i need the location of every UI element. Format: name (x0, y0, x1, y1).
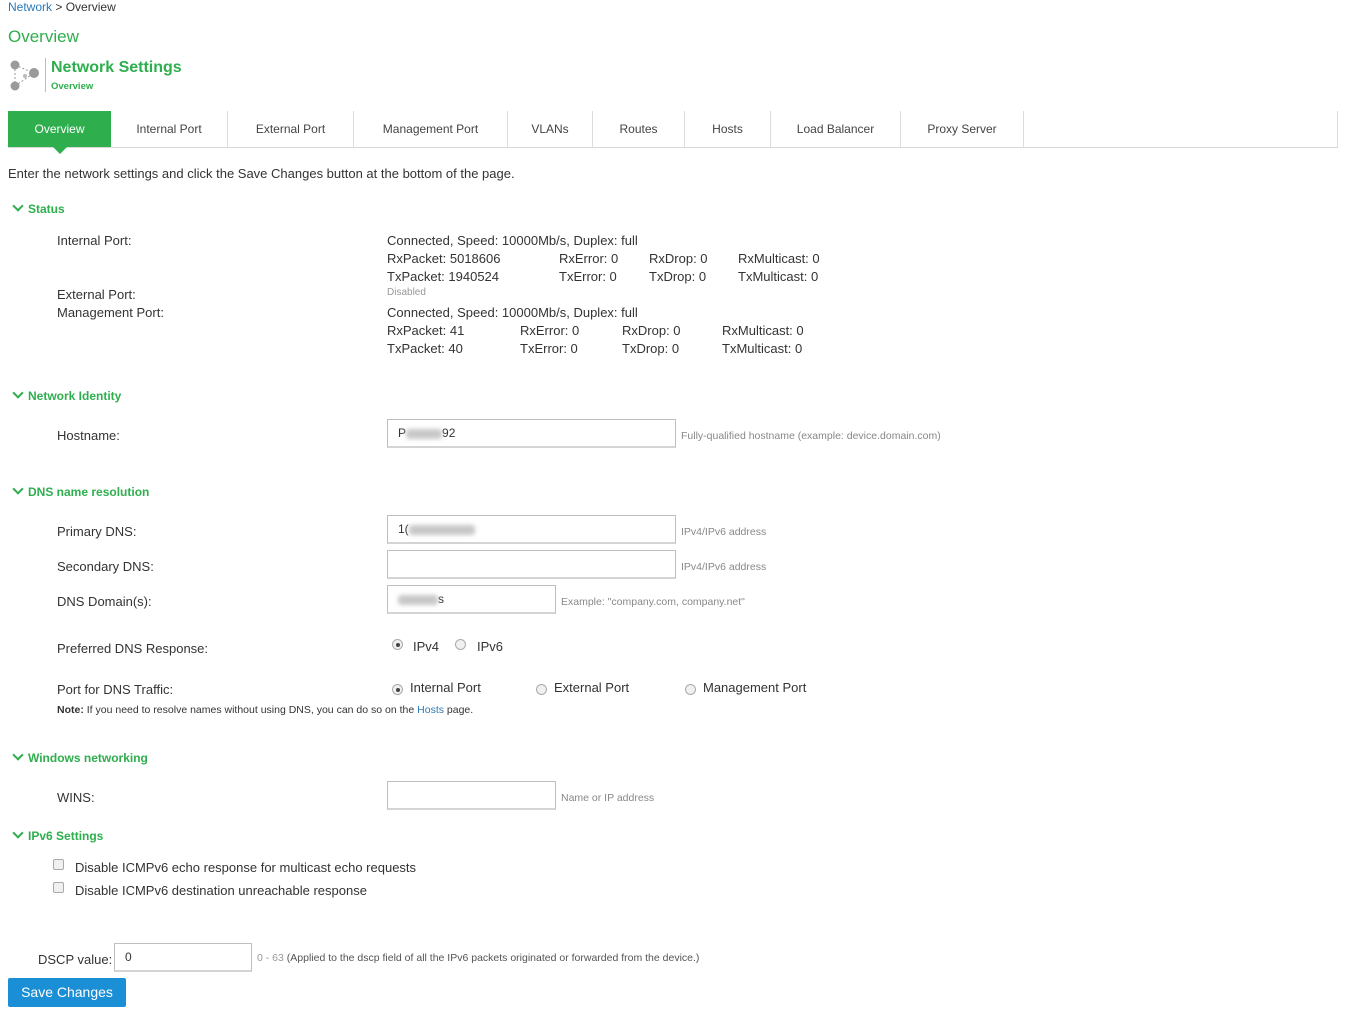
internal-rx-error: RxError: 0 (559, 251, 619, 266)
breadcrumb-network-link[interactable]: Network (8, 0, 53, 14)
dns-note (57, 704, 473, 716)
external-port-label: External Port: (57, 287, 136, 302)
dns-domain-label: DNS Domain(s): (57, 594, 152, 609)
tab-hosts[interactable]: Hosts (685, 111, 771, 147)
internal-rx-drop: RxDrop: 0 (649, 251, 708, 266)
redacted-text (406, 429, 442, 439)
secondary-dns-input[interactable] (387, 550, 676, 579)
tab-load-balancer[interactable]: Load Balancer (771, 111, 901, 147)
chevron-down-icon (12, 387, 23, 398)
radio-ipv4[interactable] (392, 639, 403, 650)
management-tx-drop: TxDrop: 0 (622, 341, 680, 356)
tab-proxy-server[interactable]: Proxy Server (901, 111, 1024, 147)
network-nodes-icon (8, 59, 42, 93)
management-rx-packet: RxPacket: 41 (387, 323, 465, 338)
management-rx-error: RxError: 0 (520, 323, 580, 338)
chevron-down-icon (12, 483, 23, 494)
radio-external-port-label[interactable]: External Port (554, 680, 630, 695)
management-port-connection: Connected, Speed: 10000Mb/s, Duplex: full (387, 305, 638, 320)
secondary-dns-label: Secondary DNS: (57, 559, 154, 574)
internal-tx-packet: TxPacket: 1940524 (387, 269, 500, 284)
app-subtitle: Overview (51, 81, 94, 92)
redacted-text (398, 595, 438, 605)
tab-internal-port[interactable]: Internal Port (111, 111, 228, 147)
radio-management-port-label[interactable]: Management Port (703, 680, 807, 695)
note-end: page. (446, 704, 474, 716)
management-tx-error: TxError: 0 (520, 341, 578, 356)
hostname-label: Hostname: (57, 428, 120, 443)
section-dns[interactable] (14, 485, 149, 499)
breadcrumb-separator: > (55, 0, 63, 14)
checkbox-disable-echo-label[interactable]: Disable ICMPv6 echo response for multicast echo requests (75, 860, 417, 875)
section-dns-label: DNS name resolution (28, 485, 150, 499)
save-changes-button[interactable]: Save Changes (8, 978, 126, 1007)
tab-external-port[interactable]: External Port (228, 111, 354, 147)
chevron-down-icon (12, 749, 23, 760)
internal-tx-error: TxError: 0 (559, 269, 617, 284)
tab-management-port[interactable]: Management Port (354, 111, 508, 147)
hosts-link[interactable]: Hosts (417, 704, 444, 716)
management-rx-drop: RxDrop: 0 (622, 323, 681, 338)
checkbox-disable-unreachable-label[interactable]: Disable ICMPv6 destination unreachable response (75, 883, 367, 898)
dscp-description: (Applied to the dscp field of all the IPv6 packets originated or forwarded from the device.) (286, 952, 700, 964)
dscp-input[interactable]: 0 (114, 943, 252, 972)
management-rx-multicast: RxMulticast: 0 (722, 323, 804, 338)
dns-port-label: Port for DNS Traffic: (57, 682, 174, 697)
internal-port-connection: Connected, Speed: 10000Mb/s, Duplex: full (387, 233, 638, 248)
dns-domain-hint: Example: "company.com, company.net" (561, 596, 745, 608)
primary-dns-hint: IPv4/IPv6 address (681, 526, 767, 538)
internal-tx-multicast: TxMulticast: 0 (738, 269, 819, 284)
section-status-label: Status (28, 202, 65, 216)
section-ipv6-settings[interactable] (14, 829, 103, 843)
chevron-down-icon (12, 200, 23, 211)
section-status[interactable] (14, 202, 65, 216)
internal-rx-multicast: RxMulticast: 0 (738, 251, 820, 266)
tab-bar-end (1337, 111, 1338, 147)
radio-ipv4-label[interactable]: IPv4 (413, 639, 440, 654)
app-title: Network Settings (51, 59, 182, 76)
tab-routes[interactable]: Routes (593, 111, 685, 147)
radio-ipv6[interactable] (455, 639, 466, 650)
section-windows-networking-label: Windows networking (28, 751, 148, 765)
checkbox-disable-echo[interactable] (53, 859, 64, 870)
hostname-input[interactable] (387, 419, 676, 448)
section-network-identity-label: Network Identity (28, 389, 122, 403)
radio-internal-port-label[interactable]: Internal Port (410, 680, 481, 695)
tab-vlans[interactable]: VLANs (508, 111, 593, 147)
section-ipv6-settings-label: IPv6 Settings (28, 829, 104, 843)
dscp-label: DSCP value: (38, 952, 113, 967)
radio-management-port[interactable] (685, 684, 696, 695)
note-text: If you need to resolve names without using DNS, you can do so on the (86, 704, 415, 716)
breadcrumb (8, 0, 116, 14)
section-network-identity[interactable] (14, 389, 121, 403)
note-bold: Note: (57, 704, 84, 716)
page-title: Overview (8, 27, 79, 46)
dns-domain-input[interactable] (387, 585, 556, 614)
dscp-hint (257, 952, 699, 964)
management-port-label: Management Port: (57, 305, 164, 320)
header-divider (45, 58, 46, 92)
intro-text: Enter the network settings and click the Save Changes button at the bottom of the page. (8, 166, 515, 181)
primary-dns-prefix: 1( (398, 522, 409, 536)
wins-hint: Name or IP address (561, 792, 655, 804)
redacted-text (409, 525, 475, 535)
section-windows-networking[interactable] (14, 751, 148, 765)
hostname-suffix: 92 (442, 426, 456, 440)
breadcrumb-current: Overview (65, 0, 116, 14)
management-tx-multicast: TxMulticast: 0 (722, 341, 803, 356)
hostname-prefix: P (398, 426, 407, 440)
dns-domain-suffix: s (438, 592, 444, 606)
chevron-down-icon (12, 827, 23, 838)
wins-label: WINS: (57, 790, 95, 805)
radio-external-port[interactable] (536, 684, 547, 695)
hostname-hint: Fully-qualified hostname (example: device.domain.com) (681, 430, 941, 442)
external-port-status: Disabled (387, 287, 426, 298)
radio-internal-port[interactable] (392, 684, 403, 695)
dscp-range: 0 - 63 (257, 952, 284, 964)
radio-ipv6-label[interactable]: IPv6 (477, 639, 504, 654)
management-tx-packet: TxPacket: 40 (387, 341, 463, 356)
checkbox-disable-unreachable[interactable] (53, 882, 64, 893)
internal-rx-packet: RxPacket: 5018606 (387, 251, 501, 266)
tab-bar (8, 111, 1338, 148)
tab-overview[interactable]: Overview (8, 111, 111, 147)
wins-input[interactable] (387, 781, 556, 810)
preferred-dns-label: Preferred DNS Response: (57, 641, 209, 656)
primary-dns-label: Primary DNS: (57, 524, 137, 539)
internal-tx-drop: TxDrop: 0 (649, 269, 707, 284)
primary-dns-input[interactable] (387, 515, 676, 544)
secondary-dns-hint: IPv4/IPv6 address (681, 561, 767, 573)
internal-port-label: Internal Port: (57, 233, 132, 248)
